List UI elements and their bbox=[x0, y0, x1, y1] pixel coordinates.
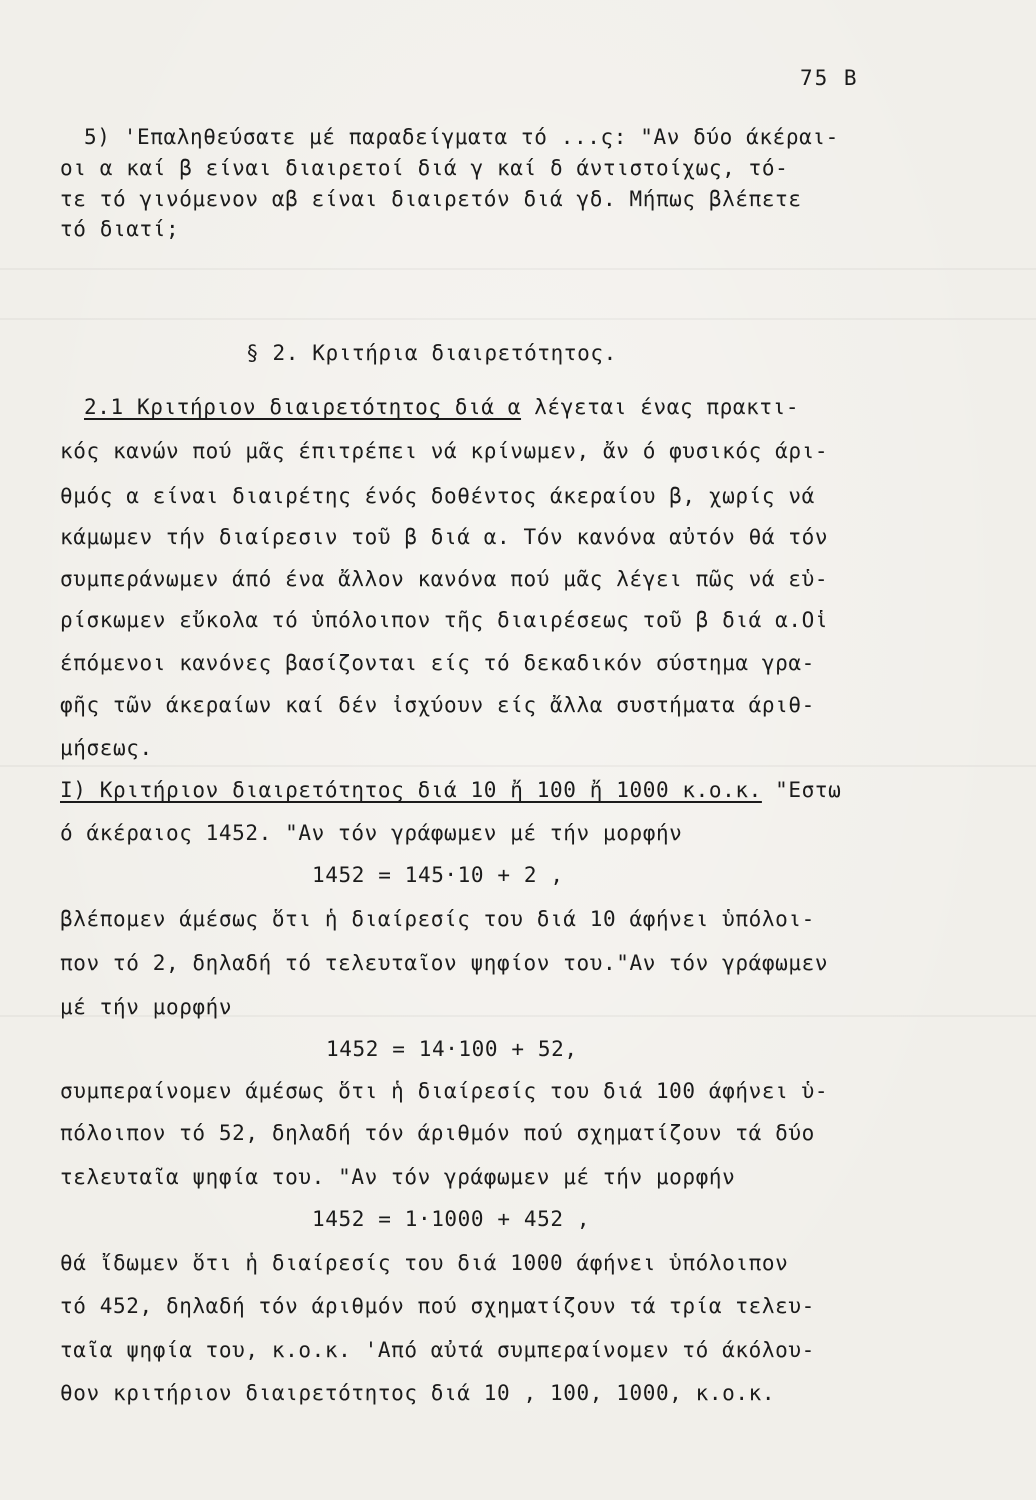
paragraph-line: μέ τήν μορφήν bbox=[60, 995, 233, 1019]
show-through-line bbox=[0, 765, 1036, 767]
paragraph-line: ρίσκωμεν εὔκολα τό ὑπόλοιπον τῆς διαιρέσεως τοῦ β διά α.Οἱ bbox=[60, 608, 829, 632]
paragraph-line bbox=[84, 394, 799, 420]
paragraph-line: φῆς τῶν άκεραίων καί δέν ἰσχύουν είς ἄλλα συστήματα άριθ- bbox=[60, 693, 815, 717]
section-heading: § 2. Κριτήρια διαιρετότητος. bbox=[246, 341, 617, 365]
paragraph-line: έπόμενοι κανόνες βασίζονται είς τό δεκαδικόν σύστημα γρα- bbox=[60, 651, 815, 675]
show-through-line bbox=[0, 318, 1036, 320]
paragraph-line: πον τό 2, δηλαδή τό τελευταῖον ψηφίον του."Αν τόν γράφωμεν bbox=[60, 951, 829, 975]
paragraph-line: τελευταῖα ψηφία του. "Αν τόν γράφωμεν μέ τήν μορφήν bbox=[60, 1165, 736, 1189]
paragraph-line: βλέπομεν άμέσως ὅτι ἡ διαίρεσίς του διά 10 άφήνει ὑπόλοι- bbox=[60, 907, 815, 931]
paragraph-line: μήσεως. bbox=[60, 736, 153, 760]
paragraph-line: πόλοιπον τό 52, δηλαδή τόν άριθμόν πού σχηματίζουν τά δύο bbox=[60, 1121, 815, 1145]
paragraph-line: ό άκέραιος 1452. "Αν τόν γράφωμεν μέ τήν μορφήν bbox=[60, 821, 683, 845]
paragraph-line: τό 452, δηλαδή τόν άριθμόν πού σχηματίζουν τά τρία τελευ- bbox=[60, 1294, 815, 1318]
equation-1: 1452 = 145·10 + 2 , bbox=[312, 863, 564, 887]
paragraph-line: συμπεραίνομεν άμέσως ὅτι ἡ διαίρεσίς του διά 100 άφήνει ὑ- bbox=[60, 1079, 829, 1103]
show-through-line bbox=[0, 268, 1036, 270]
exercise-line: οι α καί β είναι διαιρετοί διά γ καί δ άντιστοίχως, τό- bbox=[60, 156, 789, 180]
equation-2: 1452 = 14·100 + 52, bbox=[326, 1037, 578, 1061]
paragraph-line: θά ἴδωμεν ὅτι ἡ διαίρεσίς του διά 1000 άφήνει ὑπόλοιπον bbox=[60, 1251, 789, 1275]
paragraph-line: κάμωμεν τήν διαίρεσιν τοῦ β διά α. Τόν κανόνα αὐτόν θά τόν bbox=[60, 525, 829, 549]
paragraph-line: κός κανών πού μᾶς έπιτρέπει νά κρίνωμεν, ἄν ό φυσικός άρι- bbox=[60, 439, 829, 463]
paragraph-line: θμός α είναι διαιρέτης ένός δοθέντος άκεραίου β, χωρίς νά bbox=[60, 484, 815, 508]
exercise-line: τε τό γινόμενον αβ είναι διαιρετόν διά γδ. Μήπως βλέπετε bbox=[60, 187, 802, 211]
paragraph-line: θον κριτήριον διαιρετότητος διά 10 , 100, 1000, κ.ο.κ. bbox=[60, 1381, 776, 1405]
criterion-heading-line bbox=[60, 777, 841, 803]
paragraph-line: ταῖα ψηφία του, κ.ο.κ. 'Από αὐτά συμπεραίνομεν τό άκόλου- bbox=[60, 1338, 815, 1362]
criterion-heading: Ι) Κριτήριον διαιρετότητος διά 10 ἤ 100 ἤ 1000 κ.ο.κ. bbox=[60, 778, 762, 802]
criterion-heading-rest: "Εστω bbox=[761, 778, 842, 802]
definition-term: 2.1 Κριτήριον διαιρετότητος διά α bbox=[84, 395, 522, 419]
exercise-line: 5) 'Επαληθεύσατε μέ παραδείγματα τό ...ς: "Αν δύο άκέραι- bbox=[84, 125, 839, 149]
exercise-line: τό διατί; bbox=[60, 217, 180, 241]
paragraph-line: συμπεράνωμεν άπό ένα ἄλλον κανόνα πού μᾶς λέγει πῶς νά εὑ- bbox=[60, 567, 829, 591]
definition-rest: λέγεται ένας πρακτι- bbox=[521, 395, 800, 419]
equation-3: 1452 = 1·1000 + 452 , bbox=[312, 1207, 591, 1231]
page-number: 75 B bbox=[800, 66, 859, 90]
